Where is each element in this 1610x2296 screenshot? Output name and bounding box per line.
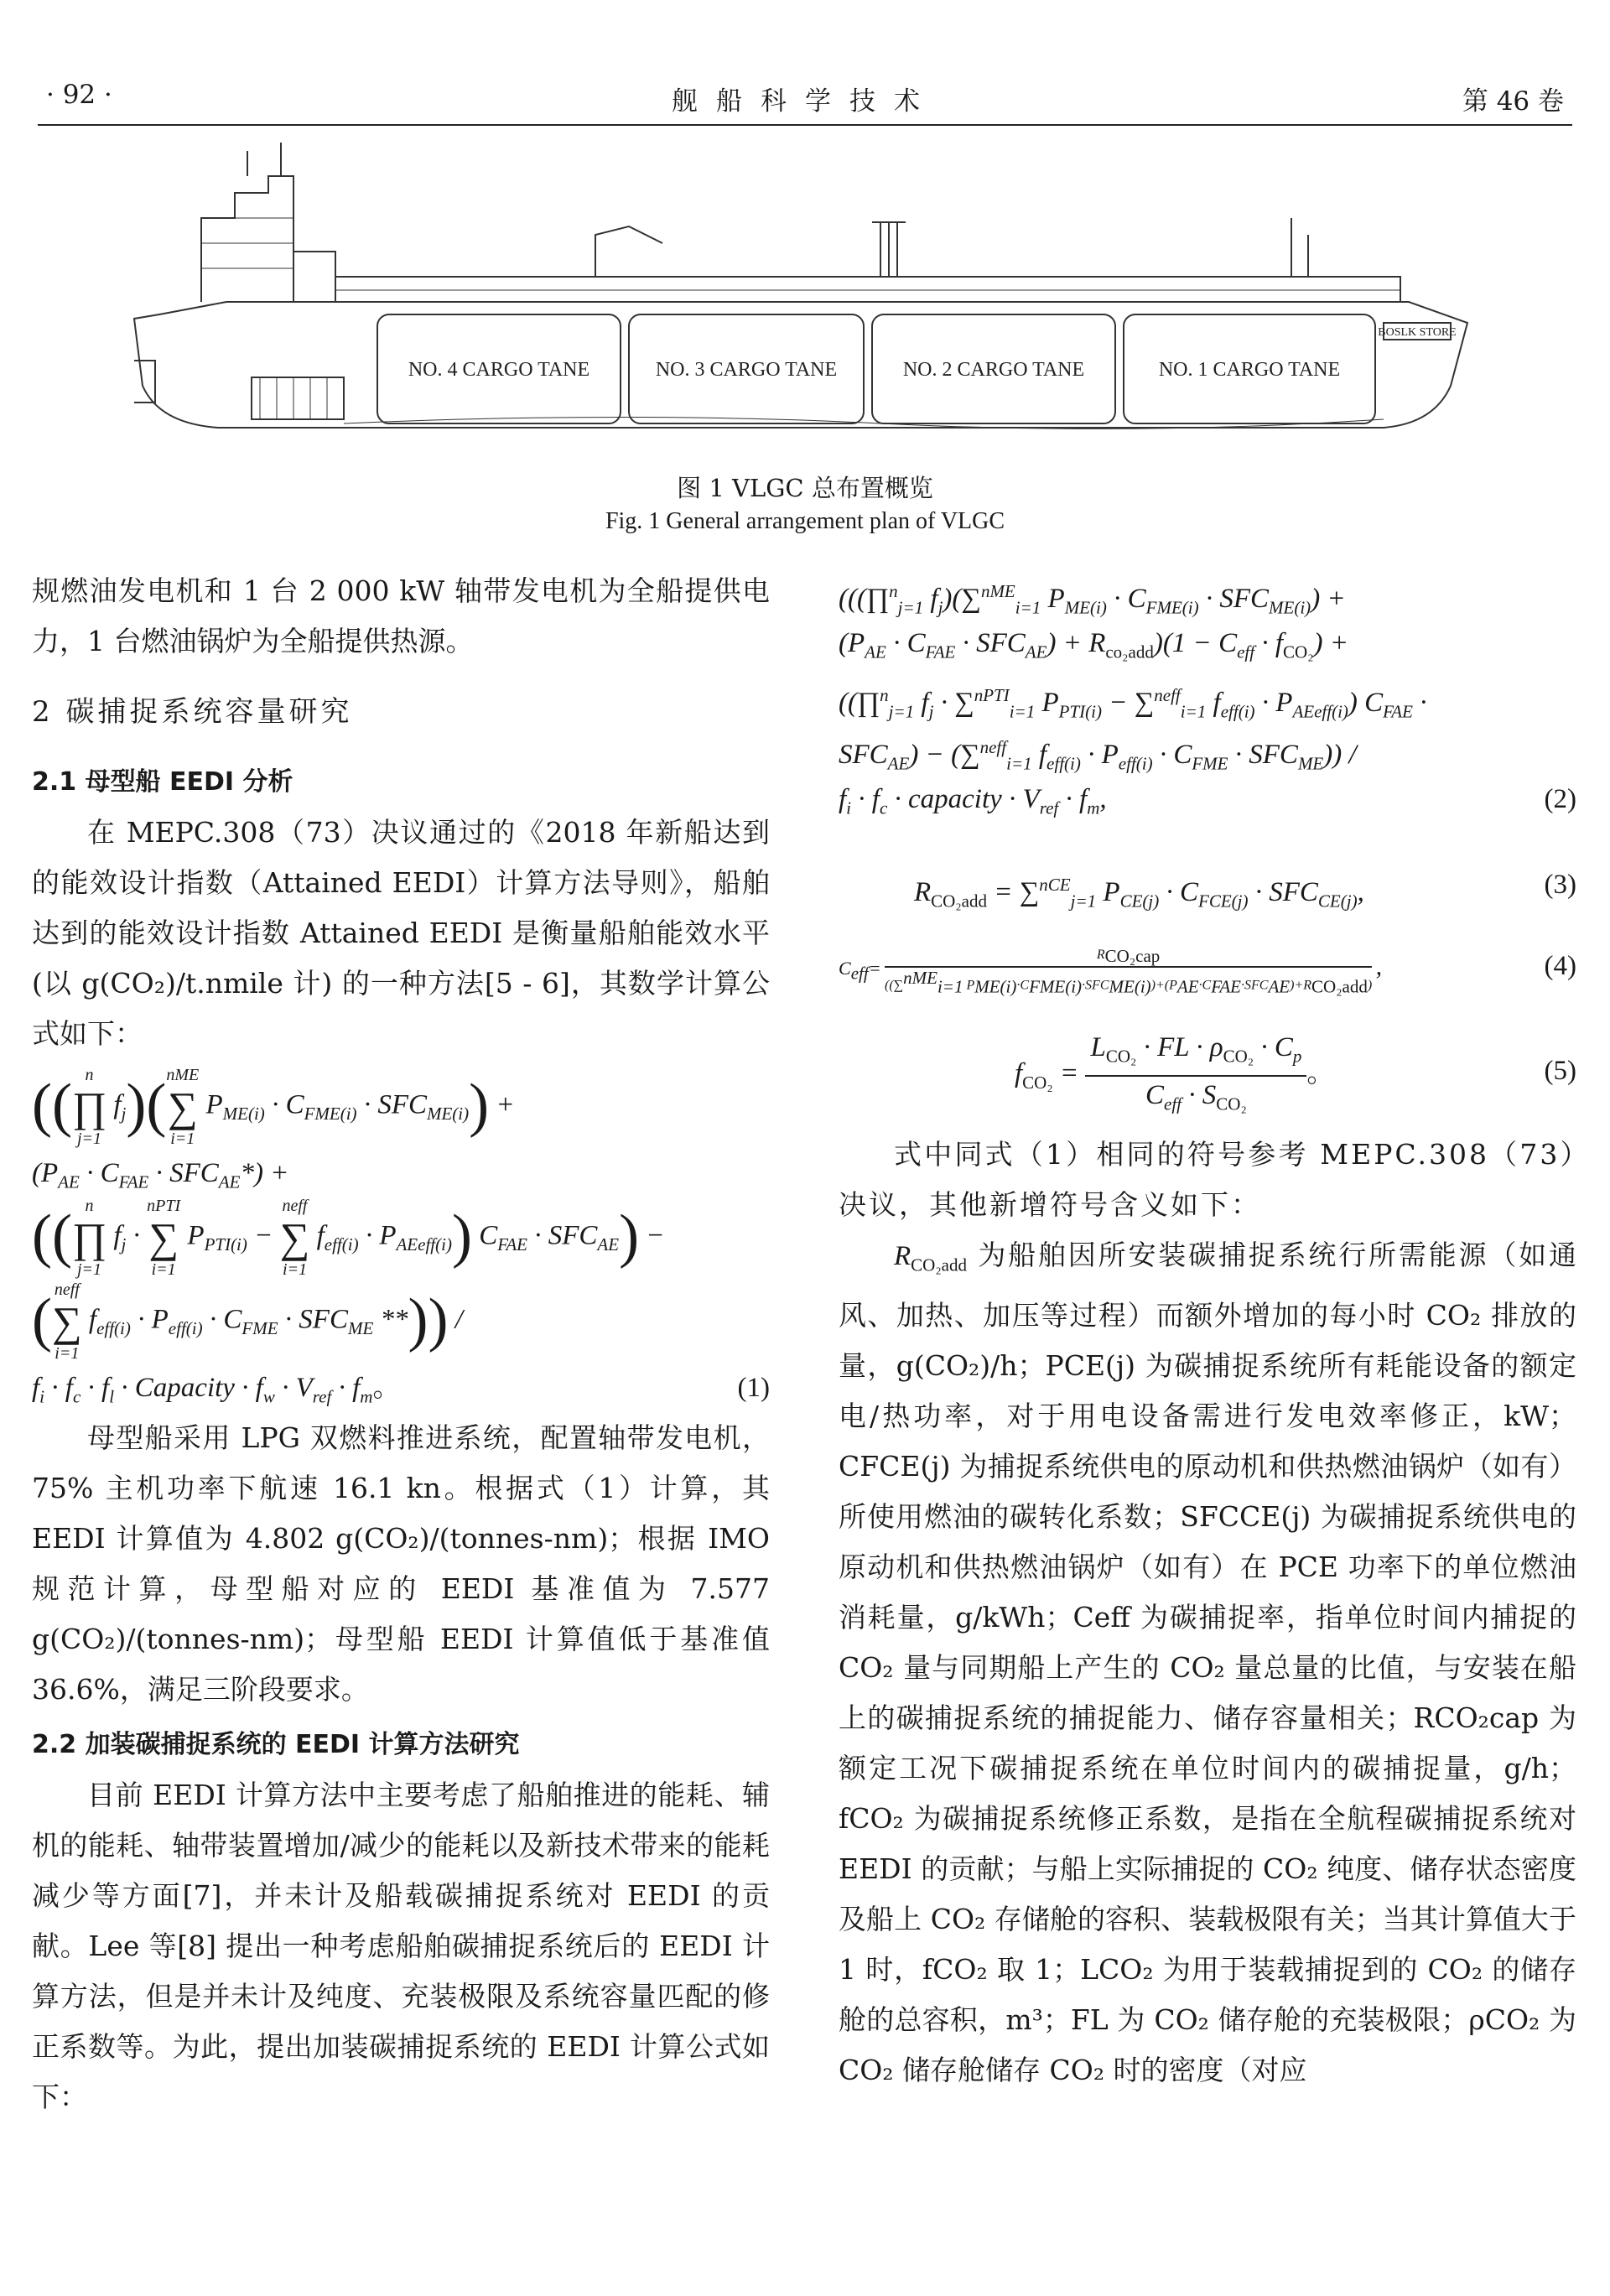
equation-2: (((∏$^n_{j=1}$ $f_j)(\sum^{nME}_{i=1}$ $P_{ME(i)} \cdot C_{FME(i)} \cdot SFC_{ME(i)}$) + $(P_{AE} \cdot C_{FAE} \cdot SFC_{AE}) + R_{co_2add})(1 - C_{eff} \cdot f_{CO_2})$ + ((∏$^n_{j=1}$ $f_j \cdot \sum^{nPTI}_{i=1}$ $P_{PTI(i)} - \sum^{neff}_{i=1}$ $f_{eff(i)} \cdot P_{AEeff(i)}$) $C_{FAE}$ · $SFC_{AE}) - (\sum^{neff}_{i=1}$ $f_{eff(i)} \cdot P_{eff(i)} \cdot C_{FME} \cdot SFC_{ME}$)) / $f_i \cdot f_c$ · capacity · $V_{ref} \cdot f_m$, (2) bbox=[839, 566, 1576, 826]
equation-3-number: (3) bbox=[1544, 870, 1576, 900]
symbol-definitions-text: 为船舶因所安装碳捕捉系统行所需能源（如通风、加热、加压等过程）而额外增加的每小时 CO₂ 排放的量，g(CO₂)/h；PCE(j) 为碳捕捉系统所有耗能设备的额定电/热功率，对于用电设备需进行发电效率修正，kW；CFCE(j) 为捕捉系统供电的原动机和供热燃油锅炉（如有）所使用燃油的碳转化系数；SFCCE(j) 为碳捕捉系统供电的原动机和供热燃油锅炉（如有）在 PCE 功率下的单位燃油消耗量，g/kWh；Ceff 为碳捕捉率，指单位时间内捕捉的 CO₂ 量与同期船上产生的 CO₂ 量总量的比值，与安装在船上的碳捕捉系统的捕捉能力、储存容量相关；RCO₂cap 为额定工况下碳捕捉系统在单位时间内的碳捕捉量，g/h；fCO₂ 为碳捕捉系统修正系数，是指在全航程碳捕捉系统对 EEDI 的贡献；与船上实际捕捉的 CO₂ 纯度、储存状态密度及船上 CO₂ 存储舱的容积、装载极限有关；当其计算值大于 1 时，fCO₂ 取 1；LCO₂ 为用于装载捕捉到的 CO₂ 的储存舱的总容积，m³；FL 为 CO₂ 储存舱的充装极限；ρCO₂ 为 CO₂ 储存舱储存 CO₂ 时的密度（对应 bbox=[839, 1239, 1577, 2086]
page-number: · 92 · bbox=[46, 80, 112, 110]
tank-label-4: NO. 4 CARGO TANE bbox=[408, 359, 590, 381]
paragraph-symbol-definitions: $R_{CO_2add}$ 为船舶因所安装碳捕捉系统行所需能源（如通风、加热、加压等过程）而额外增加的每小时 CO₂ 排放的量，g(CO₂)/h；PCE(j) 为碳捕捉系统所有耗能设备的额定电/热功率，对于用电设备需进行发电效率修正，kW；CFCE(j) 为捕捉系统供电的原动机和供热燃油锅炉（如有）所使用燃油的碳转化系数；SFCCE(j) 为碳捕捉系统供电的原动机和供热燃油锅炉（如有）在 PCE 功率下的单位燃油消耗量，g/kWh；Ceff 为碳捕捉率，指单位时间内捕捉的 CO₂ 量与同期船上产生的 CO₂ 量总量的比值，与安装在船上的碳捕捉系统的捕捉能力、储存容量相关；RCO₂cap 为额定工况下碳捕捉系统在单位时间内的碳捕捉量，g/h；fCO₂ 为碳捕捉系统修正系数，是指在全航程碳捕捉系统对 EEDI 的贡献；与船上实际捕捉的 CO₂ 纯度、储存状态密度及船上 CO₂ 存储舱的容积、装载极限有关；当其计算值大于 1 时，fCO₂ 取 1；LCO₂ 为用于装载捕捉到的 CO₂ 的储存舱的总容积，m³；FL 为 CO₂ 储存舱的充装极限；ρCO₂ 为 CO₂ 储存舱储存 CO₂ 时的密度（对应 bbox=[839, 1239, 1577, 2086]
paragraph-mother-ship: 母型船采用 LPG 双燃料推进系统，配置轴带发电机，75% 主机功率下航速 16.1 kn。根据式（1）计算，其 EEDI 计算值为 4.802 g(CO₂)/(tonnes-nm)；根据 IMO 规范计算，母型船对应的 EEDI 基准值为 7.577 g(CO₂)/(tonnes-nm)；母型船 EEDI 计算值低于基准值 36.6%，满足三阶段要求。 bbox=[32, 1421, 770, 1706]
vlgc-arrangement-figure bbox=[126, 134, 1484, 470]
right-column bbox=[839, 566, 1576, 2096]
paragraph-method: 目前 EEDI 计算方法中主要考虑了船舶推进的能耗、辅机的能耗、轴带装置增加/减少的能耗以及新技术带来的能耗减少等方面[7]，并未计及船载碳捕捉系统对 EEDI 的贡献。Lee 等[8] 提出一种考虑船舶碳捕捉系统后的 EEDI 计算方法，但是并未计及纯度、充装极限及系统容量匹配的修正系数等。为此，提出加装碳捕捉系统的 EEDI 计算公式如下： bbox=[32, 1779, 770, 2113]
section-heading-2: 2 碳捕捉系统容量研究 bbox=[32, 695, 353, 729]
equation-3: $R_{CO_2add} = \sum^{nCE}_{j=1}$ $P_{CE(j)} \cdot C_{FCE(j)} \cdot SFC_{CE(j)}$, (3) bbox=[839, 860, 1576, 912]
journal-title: 舰船科学技术 bbox=[672, 86, 938, 117]
tank-label-1: NO. 1 CARGO TANE bbox=[1158, 359, 1341, 381]
equation-2-number: (2) bbox=[1544, 784, 1576, 814]
subsection-heading-2-2: 2.2 加装碳捕捉系统的 EEDI 计算方法研究 bbox=[32, 1730, 520, 1759]
subsection-heading-2-1: 2.1 母型船 EEDI 分析 bbox=[32, 767, 293, 797]
equation-5: $f_{CO_2}$ = $\frac{L_{CO_2} \cdot FL \cdot \rho_{CO_2} \cdot C_p}{C_{eff} \cdot S_{CO_2}}$ 。 (5) bbox=[839, 1029, 1576, 1113]
running-header bbox=[38, 80, 1572, 122]
equation-4-number: (4) bbox=[1544, 951, 1576, 981]
equation-1-number: (1) bbox=[737, 1373, 770, 1403]
equation-4: $C_{eff}=$ $\frac{R_{CO_2cap}}{((\sum^{nME}_{i=1} P_{ME(i)}\cdot C_{FME(i)}\cdot SFC_{ME(i)})+(P_{AE}\cdot C_{FAE}\cdot SFC_{AE})+R_{CO_2add})}$ , (4) bbox=[839, 946, 1576, 997]
figure-caption-cn: 图 1 VLGC 总布置概览 bbox=[677, 474, 933, 502]
tank-label-3: NO. 3 CARGO TANE bbox=[655, 359, 838, 381]
figure-caption-en: Fig. 1 General arrangement plan of VLGC bbox=[605, 508, 1005, 534]
paragraph-continuation: 规燃油发电机和 1 台 2 000 kW 轴带发电机为全船提供电力，1 台燃油锅炉为全船提供热源。 bbox=[32, 574, 770, 657]
header-rule bbox=[38, 124, 1572, 126]
volume-label: 第 46 卷 bbox=[1462, 86, 1564, 117]
tank-label-2: NO. 2 CARGO TANE bbox=[902, 359, 1085, 381]
equation-1: (( n ∏ j=1 $f_j$)( nME ∑ i=1 $P_{ME(i)} \cdot C_{FME(i)} \cdot SFC_{ME(i)}$) + $(P_{AE} \cdot C_{FAE} \cdot SFC_{AE}*)$ + (( n ∏ j=1 $f_j$ · nPTI ∑ i=1 $P_{PTI(i)}$ − neff ∑ i=1 $f_{eff(i)} \cdot P_{AEeff(i)}$) $C_{FAE} \cdot SFC_{AE}$) − ( neff ∑ i=1 $f_{eff(i)} \cdot P_{eff(i)} \cdot C_{FME} \cdot SFC_{ME}$ **)) / $f_i \cdot f_c \cdot f_l$ · Capacity · $f_w \cdot V_{ref} \cdot f_m$。 (1) bbox=[32, 1064, 770, 1413]
paragraph-symbols-intro: 式中同式（1）相同的符号参考 MEPC.308（73）决议，其他新增符号含义如下： bbox=[839, 1138, 1576, 1221]
store-label: BOSLK STORE bbox=[1378, 326, 1457, 339]
paragraph-eedi-intro: 在 MEPC.308（73）决议通过的《2018 年新船达到的能效设计指数（Attained EEDI）计算方法导则》，船舶达到的能效设计指数 Attained EEDI 是衡量船舶能效水平 (以 g(CO₂)/t.nmile 计) 的一种方法[5 - 6]，其数学计算公式如下： bbox=[32, 816, 770, 1050]
left-column bbox=[32, 566, 770, 2122]
equation-5-number: (5) bbox=[1544, 1056, 1576, 1086]
